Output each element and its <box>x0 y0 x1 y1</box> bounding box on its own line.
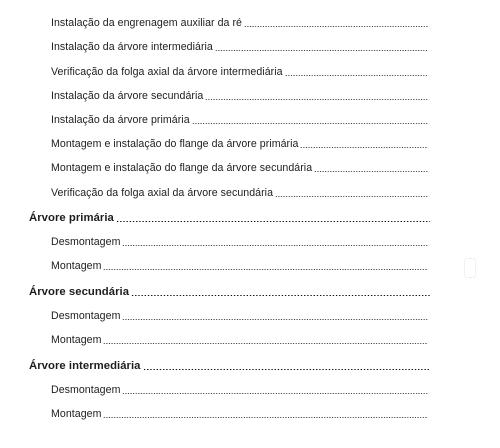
toc-entry-label: Montagem e instalação do flange da árvore primária <box>51 138 299 151</box>
toc-entry-countershaft-assembly[interactable] <box>0 401 500 425</box>
toc-entry-label: Verificação da folga axial da árvore intermediária <box>51 65 283 78</box>
toc-entry-label: Desmontagem <box>51 310 121 323</box>
dot-leader <box>122 319 428 320</box>
dot-leader <box>103 343 428 344</box>
dot-leader <box>122 393 428 394</box>
dot-leader <box>285 75 428 76</box>
toc-section-label: Árvore primária <box>29 212 114 224</box>
toc-entry-input-shaft-installation[interactable] <box>0 107 500 131</box>
toc-entry-label: Instalação da árvore secundária <box>51 89 204 102</box>
toc-entry-label: Montagem <box>51 334 102 347</box>
toc-entry-countershaft-disassembly[interactable] <box>0 377 500 401</box>
toc-entry-label: Instalação da árvore primária <box>51 113 190 126</box>
toc-section-label: Árvore intermediária <box>29 359 141 372</box>
dot-leader <box>116 221 430 222</box>
dot-leader <box>205 99 428 100</box>
dot-leader <box>215 50 428 51</box>
dot-leader <box>192 123 428 124</box>
dot-leader <box>275 196 428 197</box>
dot-leader <box>131 295 430 296</box>
toc-section-output-shaft[interactable] <box>0 277 500 303</box>
toc-entry-input-shaft-flange[interactable] <box>0 131 500 155</box>
toc-entry-output-shaft-flange[interactable] <box>0 155 500 179</box>
toc-entry-input-shaft-assembly[interactable] <box>0 253 500 277</box>
toc-entry-output-shaft-disassembly[interactable] <box>0 303 500 327</box>
dot-leader <box>314 171 428 172</box>
toc-entry-countershaft-end-play-check[interactable] <box>0 58 500 82</box>
dot-leader <box>122 245 428 246</box>
toc-entry-label: Desmontagem <box>51 236 121 249</box>
toc-section-countershaft[interactable] <box>0 351 500 377</box>
toc-entry-label: Montagem e instalação do flange da árvore secundária <box>51 162 313 175</box>
toc-entry-label: Instalação da árvore intermediária <box>51 41 213 54</box>
toc-entry-label: Desmontagem <box>51 383 121 396</box>
toc-entry-reverse-idler-gear-installation[interactable] <box>0 10 500 34</box>
dot-leader <box>103 417 428 418</box>
toc-entry-label: Montagem <box>51 260 102 273</box>
toc-section-label: Árvore secundária <box>29 285 130 298</box>
table-of-contents <box>0 10 500 425</box>
toc-entry-output-shaft-end-play-check[interactable] <box>0 179 500 203</box>
toc-entry-output-shaft-installation[interactable] <box>0 83 500 107</box>
dot-leader <box>103 269 428 270</box>
toc-section-input-shaft[interactable] <box>0 204 500 230</box>
toc-entry-output-shaft-assembly[interactable] <box>0 327 500 351</box>
faint-page-mark <box>464 258 476 278</box>
toc-entry-label: Montagem <box>51 408 102 421</box>
dot-leader <box>143 369 430 370</box>
toc-entry-label: Instalação da engrenagem auxiliar da ré <box>51 17 242 30</box>
toc-entry-label: Verificação da folga axial da árvore secundária <box>51 186 274 199</box>
toc-entry-input-shaft-disassembly[interactable] <box>0 229 500 253</box>
dot-leader <box>300 147 428 148</box>
dot-leader <box>244 26 428 27</box>
toc-entry-countershaft-installation[interactable] <box>0 34 500 58</box>
